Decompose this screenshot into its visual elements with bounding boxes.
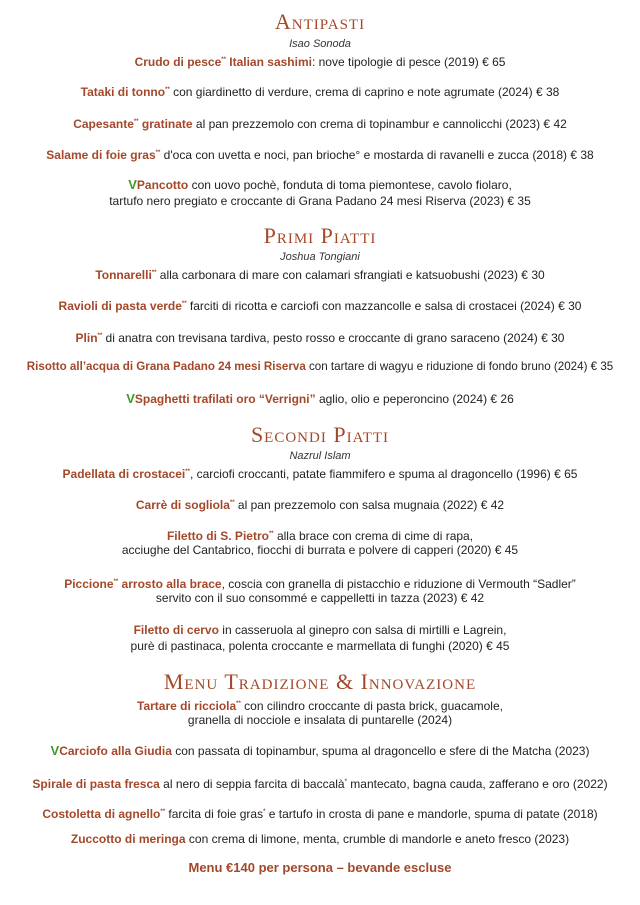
dish-desc: con crema di limone, menta, crumble di mandorle e aneto fresco (2023) xyxy=(185,832,570,846)
dish-item xyxy=(0,82,640,100)
dish-desc: al nero di seppia farcita di baccalà xyxy=(159,777,345,791)
dish-desc-line2: granella di nocciole e insalata di puntarelle (2024) xyxy=(187,713,453,727)
dish-mark: ** xyxy=(113,579,119,585)
dish-name: Spaghetti trafilati oro “Verrigni” xyxy=(134,392,316,406)
dish-mark: * xyxy=(263,809,266,815)
dish-mark: ** xyxy=(181,301,187,307)
dish-mark: ** xyxy=(160,809,166,815)
dish-item xyxy=(0,464,640,482)
dish-name: Crudo di pesce xyxy=(134,55,222,69)
dish-name: Tataki di tonno xyxy=(80,85,166,99)
section-title-antipasti: Antipasti xyxy=(274,9,366,34)
dish-desc: alla brace con crema di cime di rapa, xyxy=(273,529,474,543)
dish-desc: farcita di foie gras xyxy=(165,807,264,821)
dish-mark: ** xyxy=(155,150,161,156)
dish-item xyxy=(0,743,640,759)
dish-name: Costoletta di agnello xyxy=(42,807,161,821)
vegetarian-icon: V xyxy=(126,391,135,406)
dish-desc: d'oca con uvetta e noci, pan brioche° e mostarda di ravanelli e zucca (2018) € 38 xyxy=(160,148,594,162)
dish-name: Salame di foie gras xyxy=(46,148,156,162)
dish-desc-line2: tartufo nero pregiato e croccante di Grana Padano 24 mesi Riserva (2023) € 35 xyxy=(109,194,531,208)
dish-desc-line2: acciughe del Cantabrico, fiocchi di burrata e polvere di capperi (2020) € 45 xyxy=(121,543,519,557)
chef-name: Nazrul Islam xyxy=(289,450,351,462)
dish-desc: con cilindro croccante di pasta brick, guacamole, xyxy=(240,699,503,713)
dish-name: Ravioli di pasta verde xyxy=(58,299,182,313)
dish-item xyxy=(0,359,640,375)
dish-item xyxy=(0,265,640,283)
dish-item xyxy=(0,831,640,847)
dish-name-cont: Italian sashimi xyxy=(225,55,312,69)
dish-item xyxy=(0,52,640,70)
section-title-secondi: Secondi Piatti xyxy=(250,422,390,447)
dish-mark: ** xyxy=(165,87,170,93)
dish-desc: farciti di ricotta e carciofi con mazzancolle e salsa di crostacei (2024) € 30 xyxy=(186,299,582,313)
dish-name: Filetto di S. Pietro xyxy=(166,529,269,543)
dish-name: Zuccotto di meringa xyxy=(70,832,186,846)
dish-desc: aglio, olio e peperoncino (2024) € 26 xyxy=(315,392,514,406)
dish-item xyxy=(0,391,640,407)
dish-desc-cont: e tartufo in crosta di pane e mandorle, spuma di patate (2018) xyxy=(265,807,598,821)
dish-desc: , carciofi croccanti, patate fiammifero e spuma al dragoncello (1996) € 65 xyxy=(189,467,578,481)
dish-item xyxy=(0,296,640,314)
dish-mark: ** xyxy=(229,500,235,506)
dish-desc: al pan prezzemolo con salsa mugnaia (2022) € 42 xyxy=(234,498,505,512)
dish-desc-line2: purè di pastinaca, polenta croccante e marmellata di funghi (2020) € 45 xyxy=(130,639,510,653)
dish-name: Tonnarelli xyxy=(95,268,152,282)
dish-mark: ** xyxy=(236,701,241,707)
dish-item xyxy=(0,774,640,792)
dish-name: Filetto di cervo xyxy=(133,623,219,637)
chef-name: Isao Sonoda xyxy=(289,38,351,50)
dish-mark: ** xyxy=(97,333,103,339)
menu-price: Menu €140 per persona – bevande escluse xyxy=(188,860,452,875)
dish-mark: ** xyxy=(268,531,274,537)
dish-mark: ** xyxy=(221,57,226,63)
dish-mark: ** xyxy=(185,469,190,475)
dish-item xyxy=(0,495,640,513)
dish-desc-cont: mantecato, bagna cauda, zafferano e oro (2022) xyxy=(346,777,608,791)
dish-name: Piccione xyxy=(64,577,114,591)
dish-item xyxy=(0,328,640,346)
dish-name: Capesante xyxy=(73,117,134,131)
dish-name-cont: gratinate xyxy=(138,117,193,131)
dish-item xyxy=(0,177,640,193)
dish-name: Plin xyxy=(75,331,98,345)
dish-item xyxy=(0,145,640,163)
dish-desc: con tartare di wagyu e riduzione di fondo bruno (2024) € 35 xyxy=(305,360,614,373)
vegetarian-icon: V xyxy=(128,177,137,192)
dish-name: Carciofo alla Giudia xyxy=(59,744,172,758)
dish-item xyxy=(0,114,640,132)
section-title-primi: Primi Piatti xyxy=(263,223,377,248)
section-title-menu: Menu Tradizione & Innovazione xyxy=(163,669,477,694)
dish-name: Tartare di ricciola xyxy=(137,699,237,713)
dish-name: Risotto all’acqua di Grana Padano 24 mesi Riserva xyxy=(26,360,306,373)
dish-desc: di anatra con trevisana tardiva, pesto rosso e croccante di grano saraceno (2024) € 30 xyxy=(102,331,565,345)
dish-name: Carrè di sogliola xyxy=(135,498,230,512)
dish-desc: con giardinetto di verdure, crema di caprino e note agrumate (2024) € 38 xyxy=(169,85,560,99)
dish-mark: * xyxy=(344,779,347,785)
dish-desc: : nove tipologie di pesce (2019) € 65 xyxy=(311,55,506,69)
dish-desc: con uovo pochè, fonduta di toma piemontese, cavolo fiolaro, xyxy=(188,178,512,192)
dish-name-cont: arrosto alla brace xyxy=(118,577,222,591)
dish-desc: in casseruola al ginepro con salsa di mirtilli e Lagrein, xyxy=(218,623,507,637)
chef-name: Joshua Tongiani xyxy=(280,251,360,263)
dish-desc-line2: servito con il suo consommé e cappelletti in tazza (2023) € 42 xyxy=(155,591,485,605)
dish-item xyxy=(0,622,640,638)
dish-desc: al pan prezzemolo con crema di topinambur e cannolicchi (2023) € 42 xyxy=(192,117,567,131)
dish-desc: alla carbonara di mare con calamari sfrangiati e katsuobushi (2023) € 30 xyxy=(156,268,545,282)
dish-desc: , coscia con granella di pistacchio e riduzione di Vermouth “Sadler” xyxy=(221,577,576,591)
dish-name: Pancotto xyxy=(136,178,189,192)
dish-mark: ** xyxy=(133,119,139,125)
dish-name: Spirale di pasta fresca xyxy=(32,777,160,791)
dish-mark: ** xyxy=(151,270,157,276)
dish-name: Padellata di crostacei xyxy=(62,467,186,481)
dish-desc: con passata di topinambur, spuma al dragoncello e sfere di the Matcha (2023) xyxy=(171,744,590,758)
dish-item xyxy=(0,804,640,822)
vegetarian-icon: V xyxy=(50,743,60,758)
